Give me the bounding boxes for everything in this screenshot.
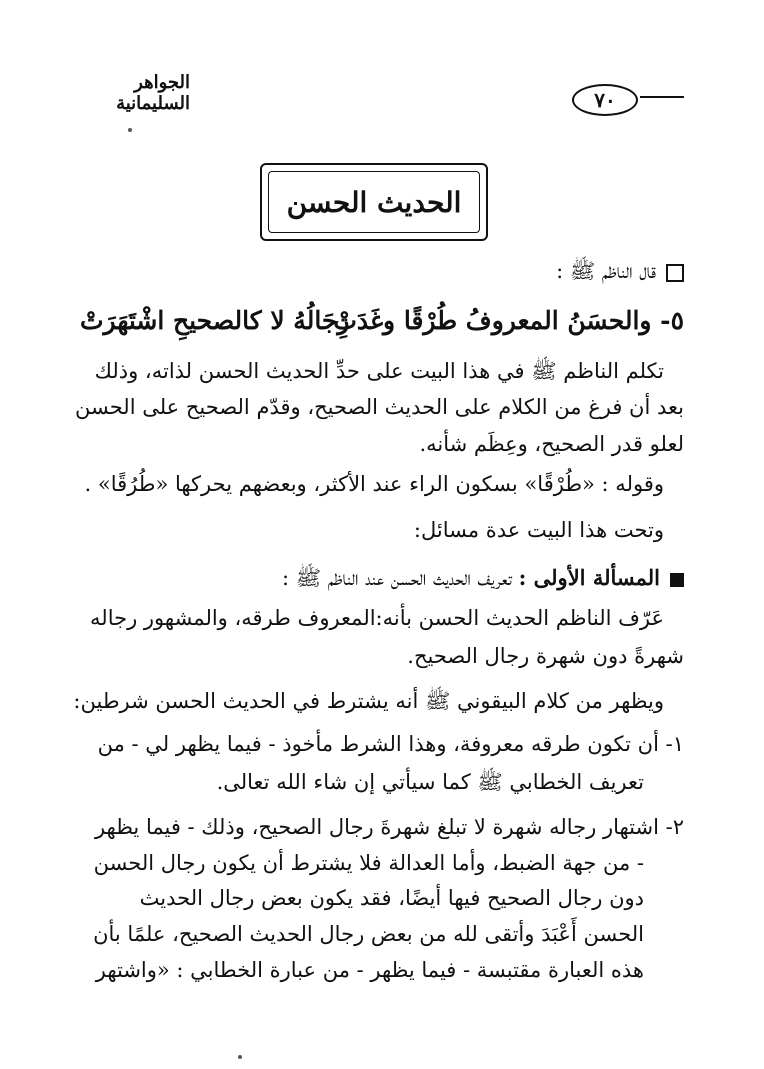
paragraph4-line2: شهرةً دون شهرة رجال الصحيح. xyxy=(407,644,684,668)
paragraph3: وتحت هذا البيت عدة مسائل: xyxy=(413,518,664,542)
condition2-line3: دون رجال الصحيح فيها أيضًا، فقد يكون بعض رجال الحديث xyxy=(139,886,644,910)
section-title: الحديث الحسن xyxy=(268,171,480,233)
speck xyxy=(238,1055,242,1059)
section-title-frame xyxy=(260,163,488,241)
issue1-label: المسألة الأولى : xyxy=(518,565,660,590)
paragraph1-line1: تكلم الناظم ﷺ في هذا البيت على حدِّ الحديث الحسن لذاته، وذلك xyxy=(94,359,664,383)
issue1-text: تعريف الحديث الحسن عند الناظم ﷺ : xyxy=(281,566,512,590)
condition1-line1: ١- أن تكون طرقه معروفة، وهذا الشرط مأخوذ - فيما يظهر لي - من xyxy=(97,732,684,756)
paragraph4-line1: عَرّف الناظم الحديث الحسن بأنه:المعروف طرقه، والمشهور رجاله xyxy=(90,606,664,630)
book-title: الجواهر السليمانية xyxy=(116,72,190,114)
header-rule xyxy=(640,96,684,98)
issue1-heading xyxy=(80,565,684,596)
intro-text: قال الناظم ﷺ : xyxy=(556,259,656,283)
paragraph2: وقوله : «طُرْقًا» بسكون الراء عند الأكثر، وبعضهم يحركها «طُرُقًا» . xyxy=(84,472,664,496)
condition1-line2: تعريف الخطابي ﷺ كما سيأتي إن شاء الله تعالى. xyxy=(216,770,644,794)
paragraph1-line3: لعلو قدر الصحيح، وعِظَم شأنه. xyxy=(419,432,684,456)
intro-line xyxy=(80,258,684,289)
condition2-line2: - من جهة الضبط، وأما العدالة فلا يشترط أن يكون رجال الحسن xyxy=(93,851,644,875)
condition2-line4: الحسن أَعْبَدَ وأتقى لله من بعض رجال الحديث الصحيح، علمًا بأن xyxy=(93,922,644,946)
filled-square-icon xyxy=(670,573,684,587)
verse-second-hemistich: رِجَالُهُ لا كالصحيحِ اشْتَهَرَتْ xyxy=(80,306,350,335)
condition2-line5: هذه العبارة مقتبسة - فيما يظهر - من عبارة الخطابي : «واشتهر xyxy=(95,958,644,982)
paragraph1-line2: بعد أن فرغ من الكلام على الحديث الصحيح، وقدّم الصحيح على الحسن xyxy=(75,395,684,419)
speck xyxy=(128,128,132,132)
verse-first-hemistich: ٥- والحسَنُ المعروفُ طُرْقًا وغَدَتْ xyxy=(333,306,684,335)
condition2-line1: ٢- اشتهار رجاله شهرة لا تبلغ شهرةَ رجال الصحيح، وذلك - فيما يظهر xyxy=(94,815,684,839)
paragraph5: ويظهر من كلام البيقوني ﷺ أنه يشترط في الحديث الحسن شرطين: xyxy=(73,689,664,713)
page-number: ٧٠ xyxy=(572,84,638,116)
open-square-icon xyxy=(666,264,684,282)
